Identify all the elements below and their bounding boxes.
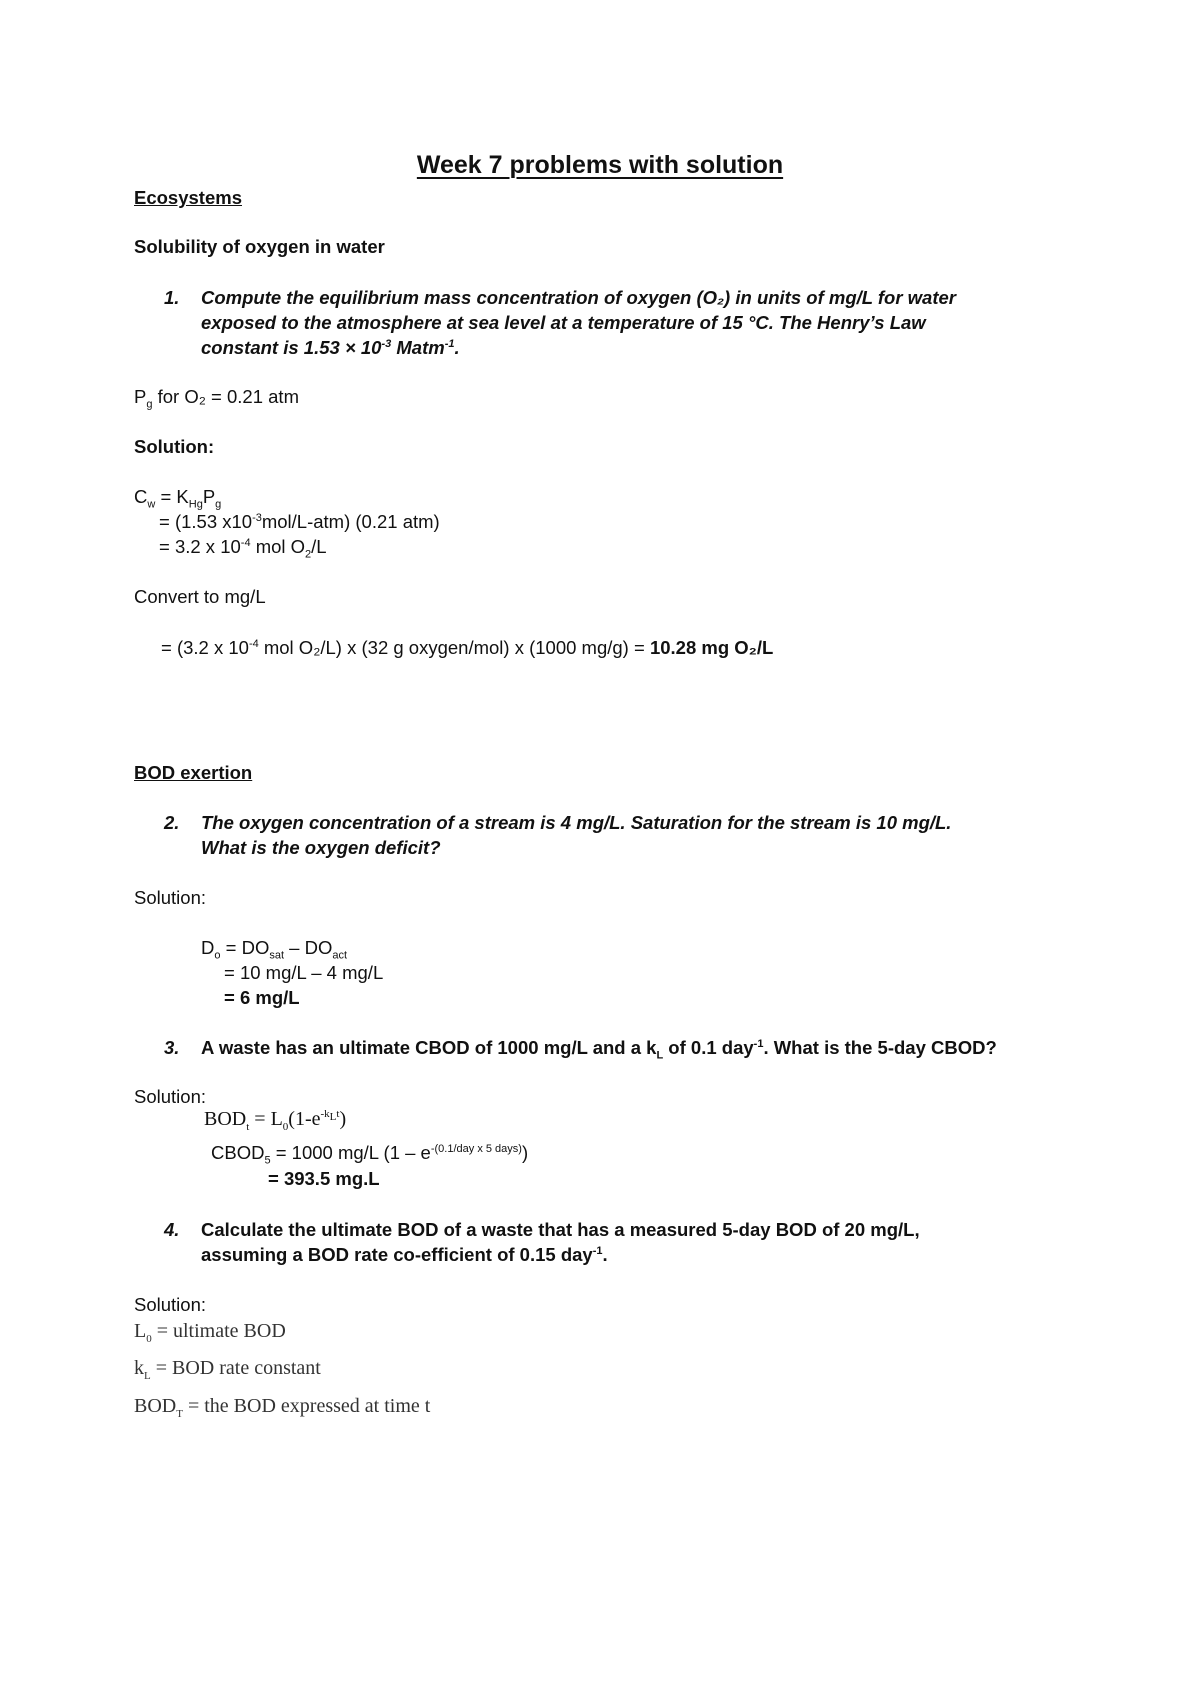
solution-label-4: Solution: (134, 1294, 206, 1315)
solution-label-3: Solution: (134, 1086, 206, 1107)
solution-label-2: Solution: (134, 887, 206, 908)
q1-solution-line-3: = 3.2 x $10^{-4}$ mol $O_2/L$ (159, 536, 327, 561)
definition-kl: $k_L$ = BOD rate constant (134, 1357, 321, 1382)
q2-solution-line-3: = 6 mg/L (224, 987, 300, 1008)
q1-solution-line-1: $C_w = K_{Hg}P_g$ (134, 486, 222, 511)
q2-solution-line-1: $D_o = DO_{sat} - DO_{act}$ (201, 937, 348, 962)
given-partial-pressure: $P_g$ for O₂ = 0.21 atm (134, 386, 299, 411)
question-1-line-2: exposed to the atmosphere at sea level at a temperature of 15 °C. The Henry’s Law (201, 312, 926, 333)
q3-solution-line-1: $CBOD_5 = 1000$ mg/L $(1 - e^{-(0.1/day x 5 days)})$ (211, 1142, 529, 1167)
question-4-line-1: Calculate the ultimate BOD of a waste that has a measured 5-day BOD of 20 mg/L, (201, 1219, 920, 1240)
page-title: Week 7 problems with solution (416, 151, 784, 179)
q2-solution-line-2: = 10 mg/L – 4 mg/L (224, 962, 384, 983)
question-3-text: A waste has an ultimate CBOD of 1000 mg/L and a $k_L$ of 0.1 day$^{-1}$. What is the 5-day CBOD? (201, 1037, 997, 1062)
section-heading-bod: BOD exertion (134, 762, 253, 783)
q1-solution-line-2: = (1.53 $x10^{-3}mol/L-atm$) (0.21 atm) (159, 511, 440, 532)
subsection-heading-solubility: Solubility of oxygen in water (134, 236, 385, 257)
question-4-number: 4. (164, 1219, 180, 1240)
definition-bodt: $BOD_T$ = the BOD expressed at time t (134, 1395, 431, 1420)
question-1-line-1: Compute the equilibrium mass concentration of oxygen (O₂) in units of mg/L for water (201, 287, 956, 308)
question-1-line-3: constant is $1.53 \times 10^{-3}$ Matm$^{-1}$. (201, 337, 460, 358)
definition-l0: $L_0$ = ultimate BOD (134, 1320, 286, 1345)
question-4-line-2: assuming a BOD rate co-efficient of 0.15 day$^{-1}$. (201, 1244, 608, 1265)
q3-solution-line-2: = 393.5 mg.L (268, 1168, 380, 1189)
section-heading-ecosystems: Ecosystems (134, 187, 242, 208)
bod-formula: $BOD_t = L_0(1-e^{-k_Lt})$ (204, 1108, 347, 1133)
question-3-number: 3. (164, 1037, 180, 1058)
question-2-line-2: What is the oxygen deficit? (201, 837, 441, 858)
q1-solution-result: = (3.2 x $10^{-4}$ mol O₂/L) x (32 g oxygen/mol) x (1000 mg/g) = 10.28 mg O₂/L (161, 637, 774, 658)
question-2-number: 2. (164, 812, 180, 833)
convert-label: Convert to mg/L (134, 586, 266, 607)
solution-label-1: Solution: (134, 436, 215, 457)
question-1-number: 1. (164, 287, 180, 308)
question-2-line-1: The oxygen concentration of a stream is 4 mg/L. Saturation for the stream is 10 mg/L. (201, 812, 952, 833)
